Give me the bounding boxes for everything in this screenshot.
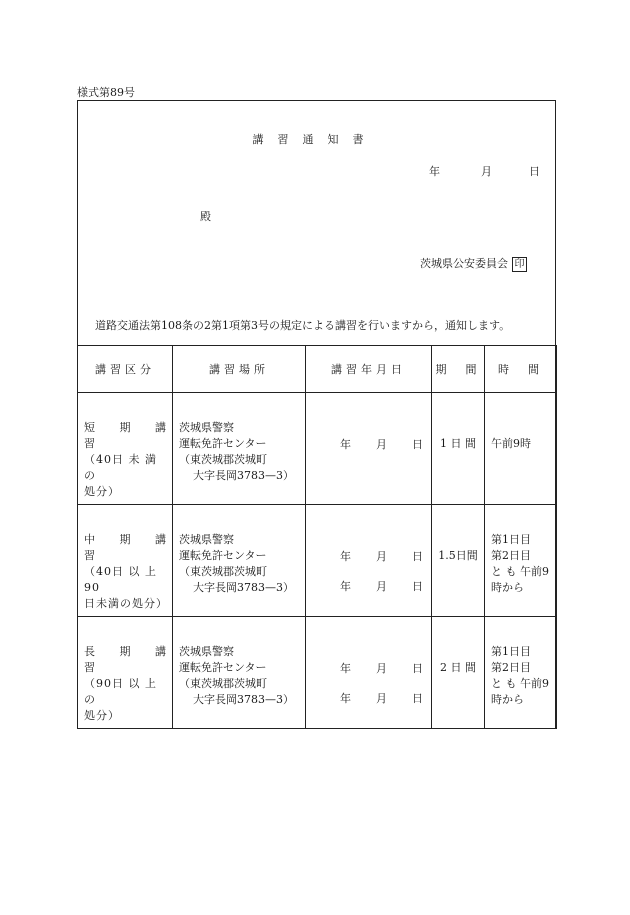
course-date-line xyxy=(306,578,431,594)
duration-value: 2 日 間 xyxy=(440,661,476,674)
course-date-cell xyxy=(306,617,432,729)
course-place-line: 大字長岡3783—3） xyxy=(193,693,294,706)
hours-cell xyxy=(485,393,557,505)
course-place-cell xyxy=(173,617,306,729)
course-place-line: 茨城県警察 xyxy=(179,645,234,658)
course-place-line: 運転免許センター xyxy=(179,549,267,562)
course-class-cell xyxy=(78,617,179,729)
course-date-line xyxy=(306,548,431,564)
hours-line: 第2日目 xyxy=(491,549,531,562)
course-date-line xyxy=(306,690,431,706)
date-year-label: 年 xyxy=(340,550,351,563)
header-course-class: 講習区分 xyxy=(78,346,173,393)
course-place-line: 大字長岡3783—3） xyxy=(193,581,294,594)
course-date-cell xyxy=(306,393,432,505)
date-day-label: 日 xyxy=(412,580,423,593)
table-row xyxy=(78,505,557,617)
form-number: 様式第89号 xyxy=(77,86,135,99)
table-header-row xyxy=(78,346,557,393)
course-date-line xyxy=(306,660,431,676)
date-month-label: 月 xyxy=(376,438,387,451)
hours-line: 第1日目 xyxy=(491,533,531,546)
course-class-line: （40日 未 満 の xyxy=(84,453,157,482)
course-class-line: 処分） xyxy=(84,485,120,498)
duration-cell xyxy=(432,393,485,505)
date-year-label: 年 xyxy=(429,165,440,178)
hours-line: 第2日目 xyxy=(491,661,531,674)
course-place-line: 茨城県警察 xyxy=(179,533,234,546)
date-month-label: 月 xyxy=(376,662,387,675)
course-class-line: （40日 以 上90 xyxy=(84,565,157,594)
issuer-block xyxy=(420,255,527,272)
hours-line: 第1日目 xyxy=(491,645,531,658)
header-duration: 期 間 xyxy=(432,346,485,393)
course-class-line: 日未満の処分） xyxy=(84,597,168,610)
course-place-line: （東茨城郡茨城町 xyxy=(179,565,267,578)
duration-value: 1.5日間 xyxy=(438,549,478,562)
hours-cell xyxy=(485,505,557,617)
addressee-suffix: 殿 xyxy=(200,210,211,223)
date-year-label: 年 xyxy=(340,438,351,451)
header-hours: 時 間 xyxy=(485,346,557,393)
table-row xyxy=(78,617,557,729)
hours-line: 時から xyxy=(491,581,524,594)
document-title: 講習通知書 xyxy=(252,133,378,146)
course-date-cell xyxy=(306,505,432,617)
table-row xyxy=(78,393,557,505)
course-class-line: 長 期 講 習 xyxy=(84,645,179,674)
issuer-name: 茨城県公安委員会 xyxy=(420,257,508,270)
notice-text: 道路交通法第108条の2第1項第3号の規定による講習を行いますから，通知します。 xyxy=(95,319,511,332)
date-day-label: 日 xyxy=(412,438,423,451)
course-place-line: 運転免許センター xyxy=(179,661,267,674)
hours-line: と も 午前9 xyxy=(491,565,549,578)
header-course-date: 講習年月日 xyxy=(306,346,432,393)
date-year-label: 年 xyxy=(340,662,351,675)
duration-cell xyxy=(432,505,485,617)
seal-mark: 印 xyxy=(512,257,527,272)
hours-line: 午前9時 xyxy=(491,437,531,450)
course-place-line: 茨城県警察 xyxy=(179,421,234,434)
date-month-label: 月 xyxy=(376,580,387,593)
date-day-label: 日 xyxy=(529,165,540,178)
date-day-label: 日 xyxy=(412,550,423,563)
course-class-line: 中 期 講 習 xyxy=(84,533,179,562)
course-class-cell xyxy=(78,505,179,617)
date-year-label: 年 xyxy=(340,692,351,705)
course-class-line: 短 期 講 習 xyxy=(84,421,179,450)
hours-line: 時から xyxy=(491,693,524,706)
course-table xyxy=(77,345,557,729)
course-place-line: 運転免許センター xyxy=(179,437,267,450)
date-day-label: 日 xyxy=(412,692,423,705)
duration-value: 1 日 間 xyxy=(440,437,476,450)
course-place-cell xyxy=(173,393,306,505)
date-month-label: 月 xyxy=(376,550,387,563)
course-date-line xyxy=(306,436,431,452)
course-class-line: 処分） xyxy=(84,709,120,722)
course-place-line: （東茨城郡茨城町 xyxy=(179,677,267,690)
header-course-place: 講習場所 xyxy=(173,346,306,393)
duration-cell xyxy=(432,617,485,729)
course-place-line: 大字長岡3783—3） xyxy=(193,469,294,482)
date-month-label: 月 xyxy=(481,165,492,178)
hours-line: と も 午前9 xyxy=(491,677,549,690)
course-place-line: （東茨城郡茨城町 xyxy=(179,453,267,466)
course-class-line: （90日 以 上 の xyxy=(84,677,157,706)
date-year-label: 年 xyxy=(340,580,351,593)
hours-cell xyxy=(485,617,557,729)
date-month-label: 月 xyxy=(376,692,387,705)
course-place-cell xyxy=(173,505,306,617)
course-class-cell xyxy=(78,393,179,505)
date-day-label: 日 xyxy=(412,662,423,675)
